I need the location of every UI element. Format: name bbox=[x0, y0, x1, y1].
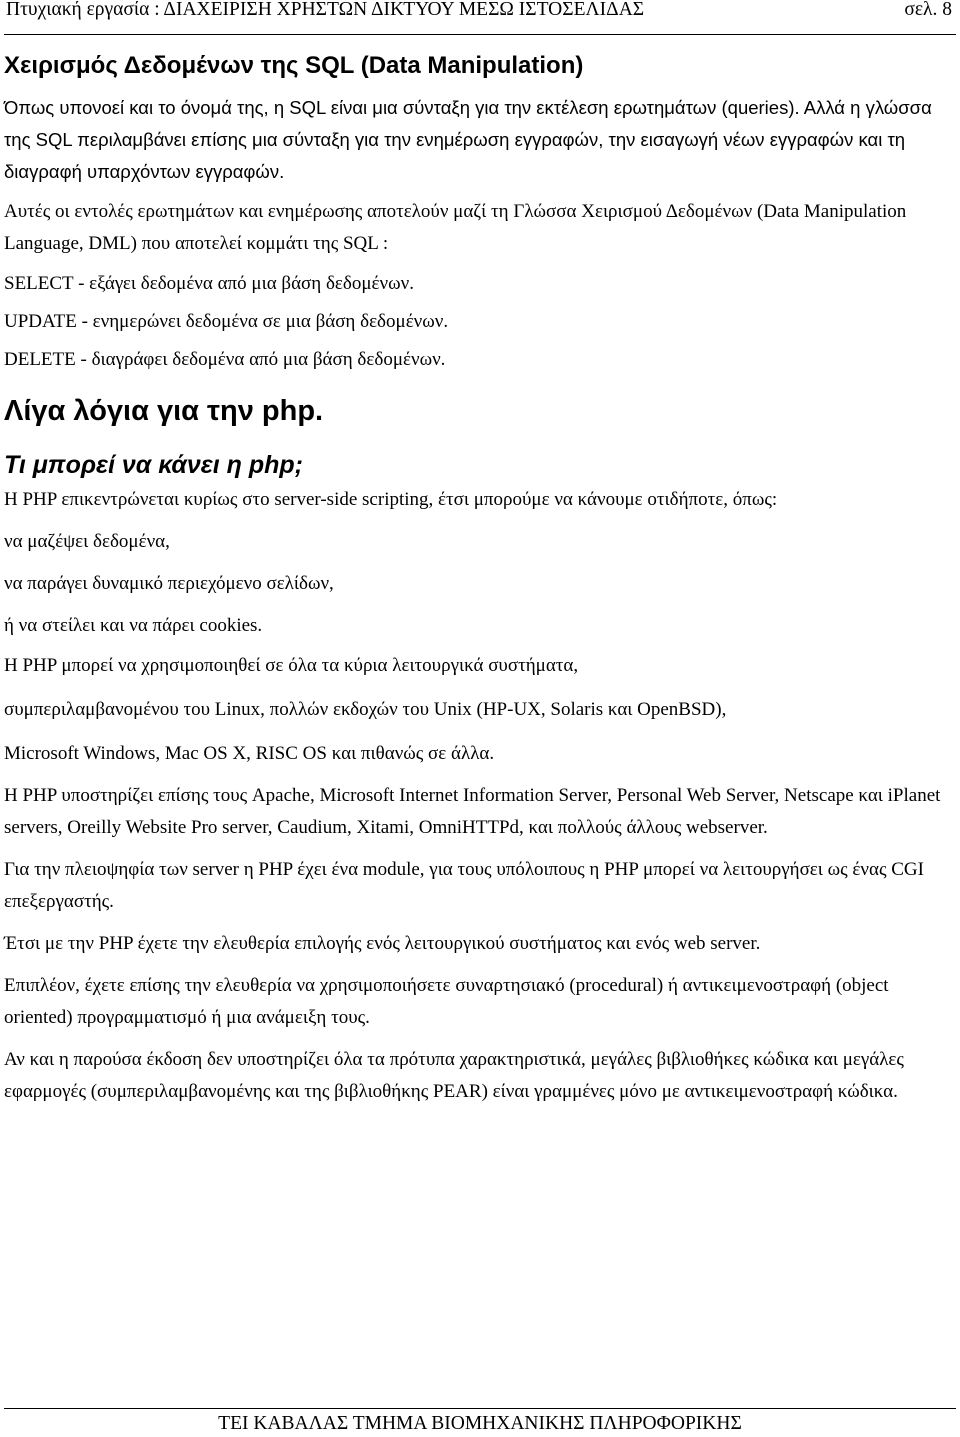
php-list-item-2: να παράγει δυναμικό περιεχόμενο σελίδων, bbox=[4, 573, 334, 594]
sql-paragraph-2: Αυτές οι εντολές ερωτημάτων και ενημέρωσης αποτελούν μαζί τη Γλώσσα Χειρισμού Δεδομένων (Data Manipulation Language, DML) που αποτελεί κομμάτι της SQL : bbox=[4, 201, 907, 254]
page-footer: ΤΕΙ ΚΑΒΑΛΑΣ ΤΜΗΜΑ ΒΙΟΜΗΧΑΝΙΚΗΣ ΠΛΗΡΟΦΟΡΙΚΗΣ bbox=[4, 1408, 956, 1437]
php-paragraph-8: Επιπλέον, έχετε επίσης την ελευθερία να χρησιμοποιήσετε συναρτησιακό (procedural) ή αντικειμενοστραφή (object oriented) προγραμματισμό ή μια ανάμειξη τους. bbox=[4, 975, 889, 1028]
php-heading: Λίγα λόγια για την php. bbox=[4, 395, 324, 427]
document-body bbox=[4, 42, 944, 1108]
php-paragraph-6: Για την πλειοψηφία των server η PHP έχει ένα module, για τους υπόλοιπους η PHP μπορεί να λειτουργήσει ως ένας CGI επεξεργαστής. bbox=[4, 859, 924, 912]
php-list-item-1: να μαζέψει δεδομένα, bbox=[4, 531, 170, 552]
php-paragraph-3: συμπεριλαμβανομένου του Linux, πολλών εκδοχών του Unix (HP-UX, Solaris και OpenBSD), bbox=[4, 699, 727, 720]
php-paragraph-1: Η PHP επικεντρώνεται κυρίως στο server-side scripting, έτσι μπορούμε να κάνουμε οτιδήποτε, όπως: bbox=[4, 489, 778, 510]
php-paragraph-2: Η PHP μπορεί να χρησιμοποιηθεί σε όλα τα κύρια λειτουργικά συστήματα, bbox=[4, 655, 579, 676]
php-paragraph-4: Microsoft Windows, Mac OS X, RISC OS και πιθανώς σε άλλα. bbox=[4, 743, 495, 764]
sql-delete-line: DELETE - διαγράφει δεδομένα από μια βάση δεδομένων. bbox=[4, 349, 446, 370]
sql-select-line: SELECT - εξάγει δεδομένα από μια βάση δεδομένων. bbox=[4, 273, 414, 294]
php-paragraph-5: Η PHP υποστηρίζει επίσης τους Apache, Microsoft Internet Information Server, Personal Web Server, Netscape και iPlanet servers, Oreilly Website Pro server, Caudium, Xitami, OmniHTTPd, και πολλούς άλλους webserver. bbox=[4, 785, 941, 838]
header-title: Πτυχιακή εργασία : ΔΙΑΧΕΙΡΙΣΗ ΧΡΗΣΤΩΝ ΔΙΚΤΥΟΥ ΜΕΣΩ ΙΣΤΟΣΕΛΙΔΑΣ bbox=[6, 0, 645, 20]
php-paragraph-9: Αν και η παρούσα έκδοση δεν υποστηρίζει όλα τα πρότυπα χαρακτηριστικά, μεγάλες βιβλιοθήκες κώδικα και μεγάλες εφαρμογές (συμπεριλαμβανομένης και της βιβλιοθήκης PEAR) είναι γραμμένες μόνο με αντικειμενοστραφή κώδικα. bbox=[4, 1049, 904, 1102]
sql-paragraph-1: Όπως υπονοεί και το όνομά της, η SQL είναι μια σύνταξη για την εκτέλεση ερωτημάτων (queries). Αλλά η γλώσσα της SQL περιλαμβάνει επίσης μια σύνταξη για την ενημέρωση εγγραφών, την εισαγωγή νέων εγγραφών και τη διαγραφή υπαρχόντων εγγραφών. bbox=[4, 97, 932, 182]
sql-update-line: UPDATE - ενημερώνει δεδομένα σε μια βάση δεδομένων. bbox=[4, 311, 449, 332]
sql-heading: Χειρισμός Δεδομένων της SQL (Data Manipulation) bbox=[4, 52, 584, 79]
php-subheading: Τι μπορεί να κάνει η php; bbox=[4, 451, 304, 479]
page-number: σελ. 8 bbox=[904, 0, 952, 20]
page-header bbox=[4, 0, 956, 35]
php-paragraph-7: Έτσι με την PHP έχετε την ελευθερία επιλογής ενός λειτουργικού συστήματος και ενός web server. bbox=[4, 933, 761, 954]
php-list-item-3: ή να στείλει και να πάρει cookies. bbox=[4, 615, 263, 636]
